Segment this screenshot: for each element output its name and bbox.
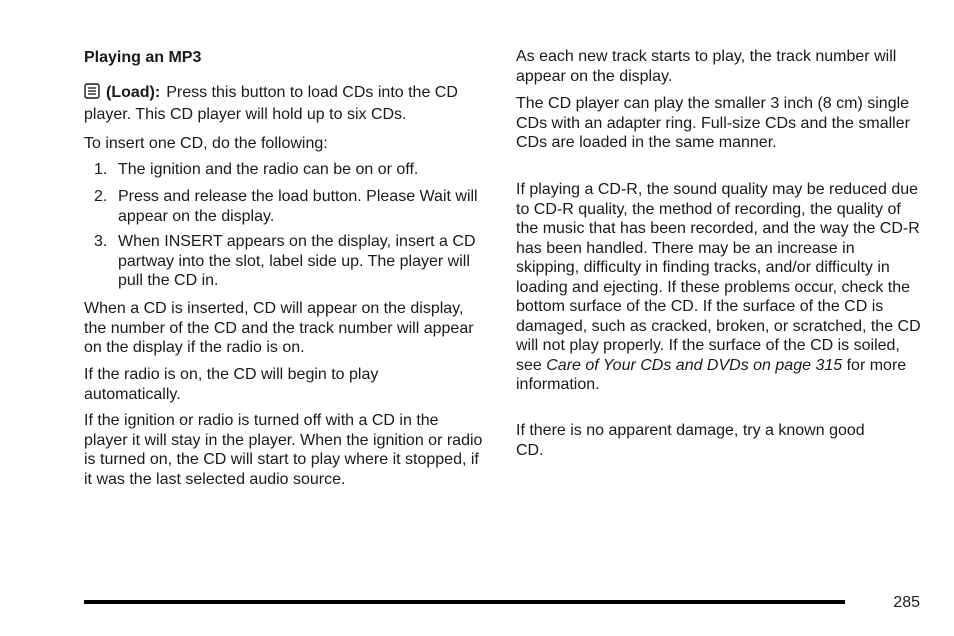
footer-rule	[84, 600, 845, 604]
list-item	[84, 160, 484, 180]
page-number: 285	[893, 594, 920, 611]
paragraph-no-damage: If there is no apparent damage, try a known good CD.	[516, 422, 865, 459]
care-reference: Care of Your CDs and DVDs on page 315	[546, 356, 843, 374]
paragraph-smaller-cds: The CD player can play the smaller 3 inch (8 cm) single CDs with an adapter ring. Full-size CDs and the smaller CDs are loaded in the same manner.	[516, 95, 910, 151]
cd-r-ending: for more information.	[516, 356, 907, 393]
load-text: Press this button to load CDs into the CD player. This CD player will hold up to six CDs.	[84, 84, 458, 123]
paragraph-cd-r	[516, 180, 921, 395]
list-item	[84, 232, 484, 291]
step-number: 3.	[94, 233, 108, 250]
insert-intro: To insert one CD, do the following:	[84, 135, 328, 152]
paragraph-cd-inserted: When a CD is inserted, CD will appear on the display, the number of the CD and the track number will appear on the display if the radio is on.	[84, 300, 474, 356]
paragraph-radio-on: If the radio is on, the CD will begin to play automatically.	[84, 366, 379, 403]
step-number: 2.	[94, 188, 108, 205]
list-item	[84, 187, 484, 226]
paragraph-track-number: As each new track starts to play, the track number will appear on the display.	[516, 48, 897, 85]
step-text: The ignition and the radio can be on or off.	[118, 161, 419, 178]
cd-r-text: If playing a CD-R, the sound quality may be reduced due to CD-R quality, the method of recording, the quality of the music that has been recorded, and the way the CD-R has been handled. There may be an increase in skipping, difficulty in finding tracks, and/or difficulty in loading and ejecting. If these problems occur, check the bottom surface of the CD. If the surface of the CD is damaged, such as cracked, broken, or scratched, the CD will not play properly. If the surface of the CD is soiled, see	[516, 181, 921, 374]
step-text: When INSERT appears on the display, insert a CD partway into the slot, label side up. The player will pull the CD in.	[118, 233, 476, 289]
section-heading: Playing an MP3	[84, 49, 202, 66]
step-text: Press and release the load button. Please Wait will appear on the display.	[118, 188, 478, 225]
load-label: (Load):	[106, 84, 161, 101]
paragraph-ignition-off: If the ignition or radio is turned off with a CD in the player it will stay in the player. When the ignition or radio is turned on, the CD will start to play where it stopped, if it was the last selected audio source.	[84, 412, 483, 488]
load-paragraph	[84, 83, 484, 124]
disc-load-icon	[84, 83, 100, 105]
step-number: 1.	[94, 161, 108, 178]
